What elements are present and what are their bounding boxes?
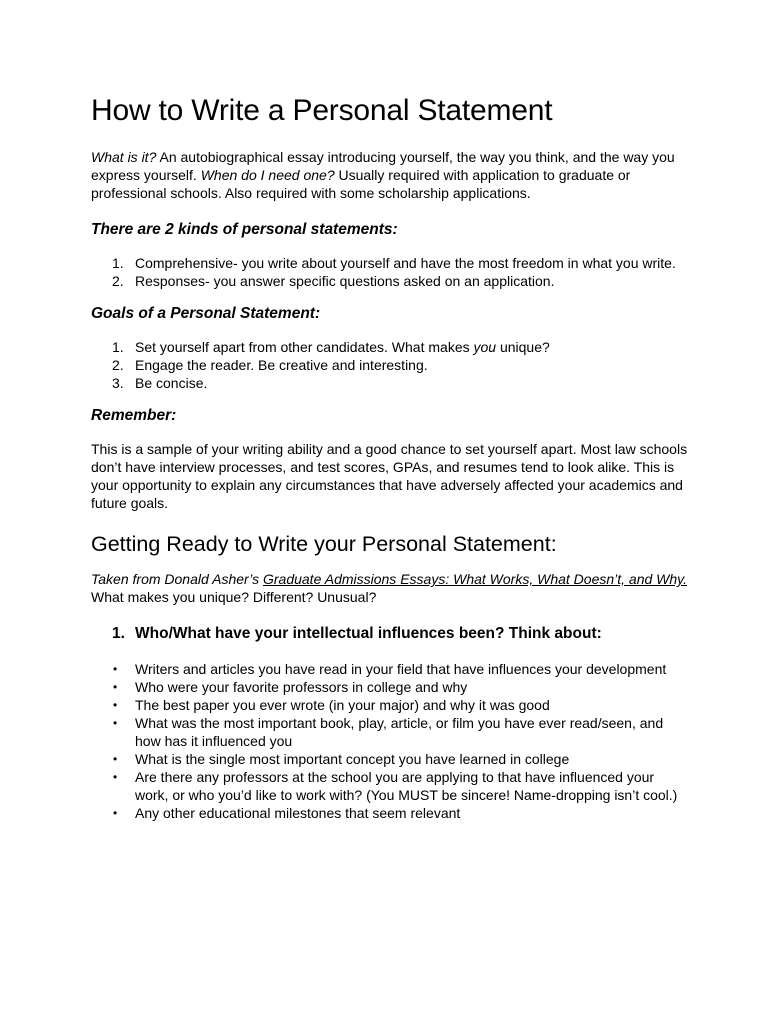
bullet-icon: • xyxy=(113,806,118,820)
page-title: How to Write a Personal Statement xyxy=(91,94,553,127)
bullet-icon: • xyxy=(113,662,118,676)
bullet-icon: • xyxy=(113,752,118,766)
list-item-text: What was the most important book, play, article, or film you have ever read/seen, and how has it influenced you xyxy=(135,715,664,749)
question-text: Who/What have your intellectual influences been? Think about: xyxy=(135,625,602,642)
what-is-it-label: What is it? xyxy=(91,149,157,165)
book-title: Graduate Admissions Essays: What Works, What Doesn’t, and Why. xyxy=(262,571,688,587)
bullet-icon: • xyxy=(113,770,118,784)
list-item xyxy=(91,254,691,272)
list-number: 1. xyxy=(112,339,124,355)
list-item xyxy=(91,356,691,374)
intro-paragraph xyxy=(91,148,691,202)
list-item xyxy=(91,750,691,768)
list-item-text: Be concise. xyxy=(135,375,208,391)
list-item-text: Are there any professors at the school you are applying to that have influenced your work, or who you’d like to work with? (You MUST be sincere! Name-dropping isn’t cool.) xyxy=(135,769,678,803)
kinds-list xyxy=(91,254,691,290)
getting-ready-heading: Getting Ready to Write your Personal Statement: xyxy=(91,532,557,556)
source-prefix: Taken from Donald Asher’s xyxy=(91,571,263,587)
goal-text-after: unique? xyxy=(496,339,550,355)
list-item xyxy=(91,714,691,750)
list-number: 2. xyxy=(112,357,124,373)
list-number: 2. xyxy=(112,273,124,289)
list-item-text: Any other educational milestones that seem relevant xyxy=(135,805,461,821)
document-content xyxy=(91,92,691,822)
list-item-text: Engage the reader. Be creative and interesting. xyxy=(135,357,428,373)
list-item xyxy=(91,338,691,356)
list-item xyxy=(91,660,691,678)
list-item-text: What is the single most important concept you have learned in college xyxy=(135,751,570,767)
list-number: 1. xyxy=(112,255,124,271)
what-is-it-text: An autobiographical essay introducing yourself, the way you think, and the way you express yourself. xyxy=(91,149,675,183)
list-item-text: Writers and articles you have read in your field that have influences your development xyxy=(135,661,667,677)
source-paragraph xyxy=(91,570,691,606)
remember-heading: Remember: xyxy=(91,407,177,424)
question-heading xyxy=(91,624,691,644)
list-item xyxy=(91,374,691,392)
bullet-icon: • xyxy=(113,716,118,730)
remember-paragraph: This is a sample of your writing ability and a good chance to set yourself apart. Most law schools don’t have interview processes, and test scores, GPAs, and resumes tend to look alike. This is your opportunity to explain any circumstances that have adversely affected your academics and future goals. xyxy=(91,441,688,511)
list-item-text: Who were your favorite professors in college and why xyxy=(135,679,468,695)
list-item xyxy=(91,696,691,714)
goals-heading: Goals of a Personal Statement: xyxy=(91,305,321,322)
goal-emphasis: you xyxy=(473,339,497,355)
list-item xyxy=(91,804,691,822)
goal-text-before: Set yourself apart from other candidates. What makes xyxy=(135,339,474,355)
source-suffix: What makes you unique? Different? Unusual? xyxy=(91,589,377,605)
list-item-text: Comprehensive- you write about yourself and have the most freedom in what you write. xyxy=(135,255,676,271)
when-text: Usually required with application to graduate or professional schools. Also required with some scholarship applications. xyxy=(91,167,631,201)
influences-list xyxy=(91,660,691,822)
kinds-heading: There are 2 kinds of personal statements: xyxy=(91,221,398,238)
bullet-icon: • xyxy=(113,680,118,694)
list-item xyxy=(91,768,691,804)
list-item xyxy=(91,272,691,290)
list-item xyxy=(91,678,691,696)
bullet-icon: • xyxy=(113,698,118,712)
goals-list xyxy=(91,338,691,392)
when-label: When do I need one? xyxy=(200,167,335,183)
list-item-text: Responses- you answer specific questions asked on an application. xyxy=(135,273,555,289)
list-number: 3. xyxy=(112,375,124,391)
list-item-text: The best paper you ever wrote (in your major) and why it was good xyxy=(135,697,550,713)
question-number: 1. xyxy=(112,625,125,642)
